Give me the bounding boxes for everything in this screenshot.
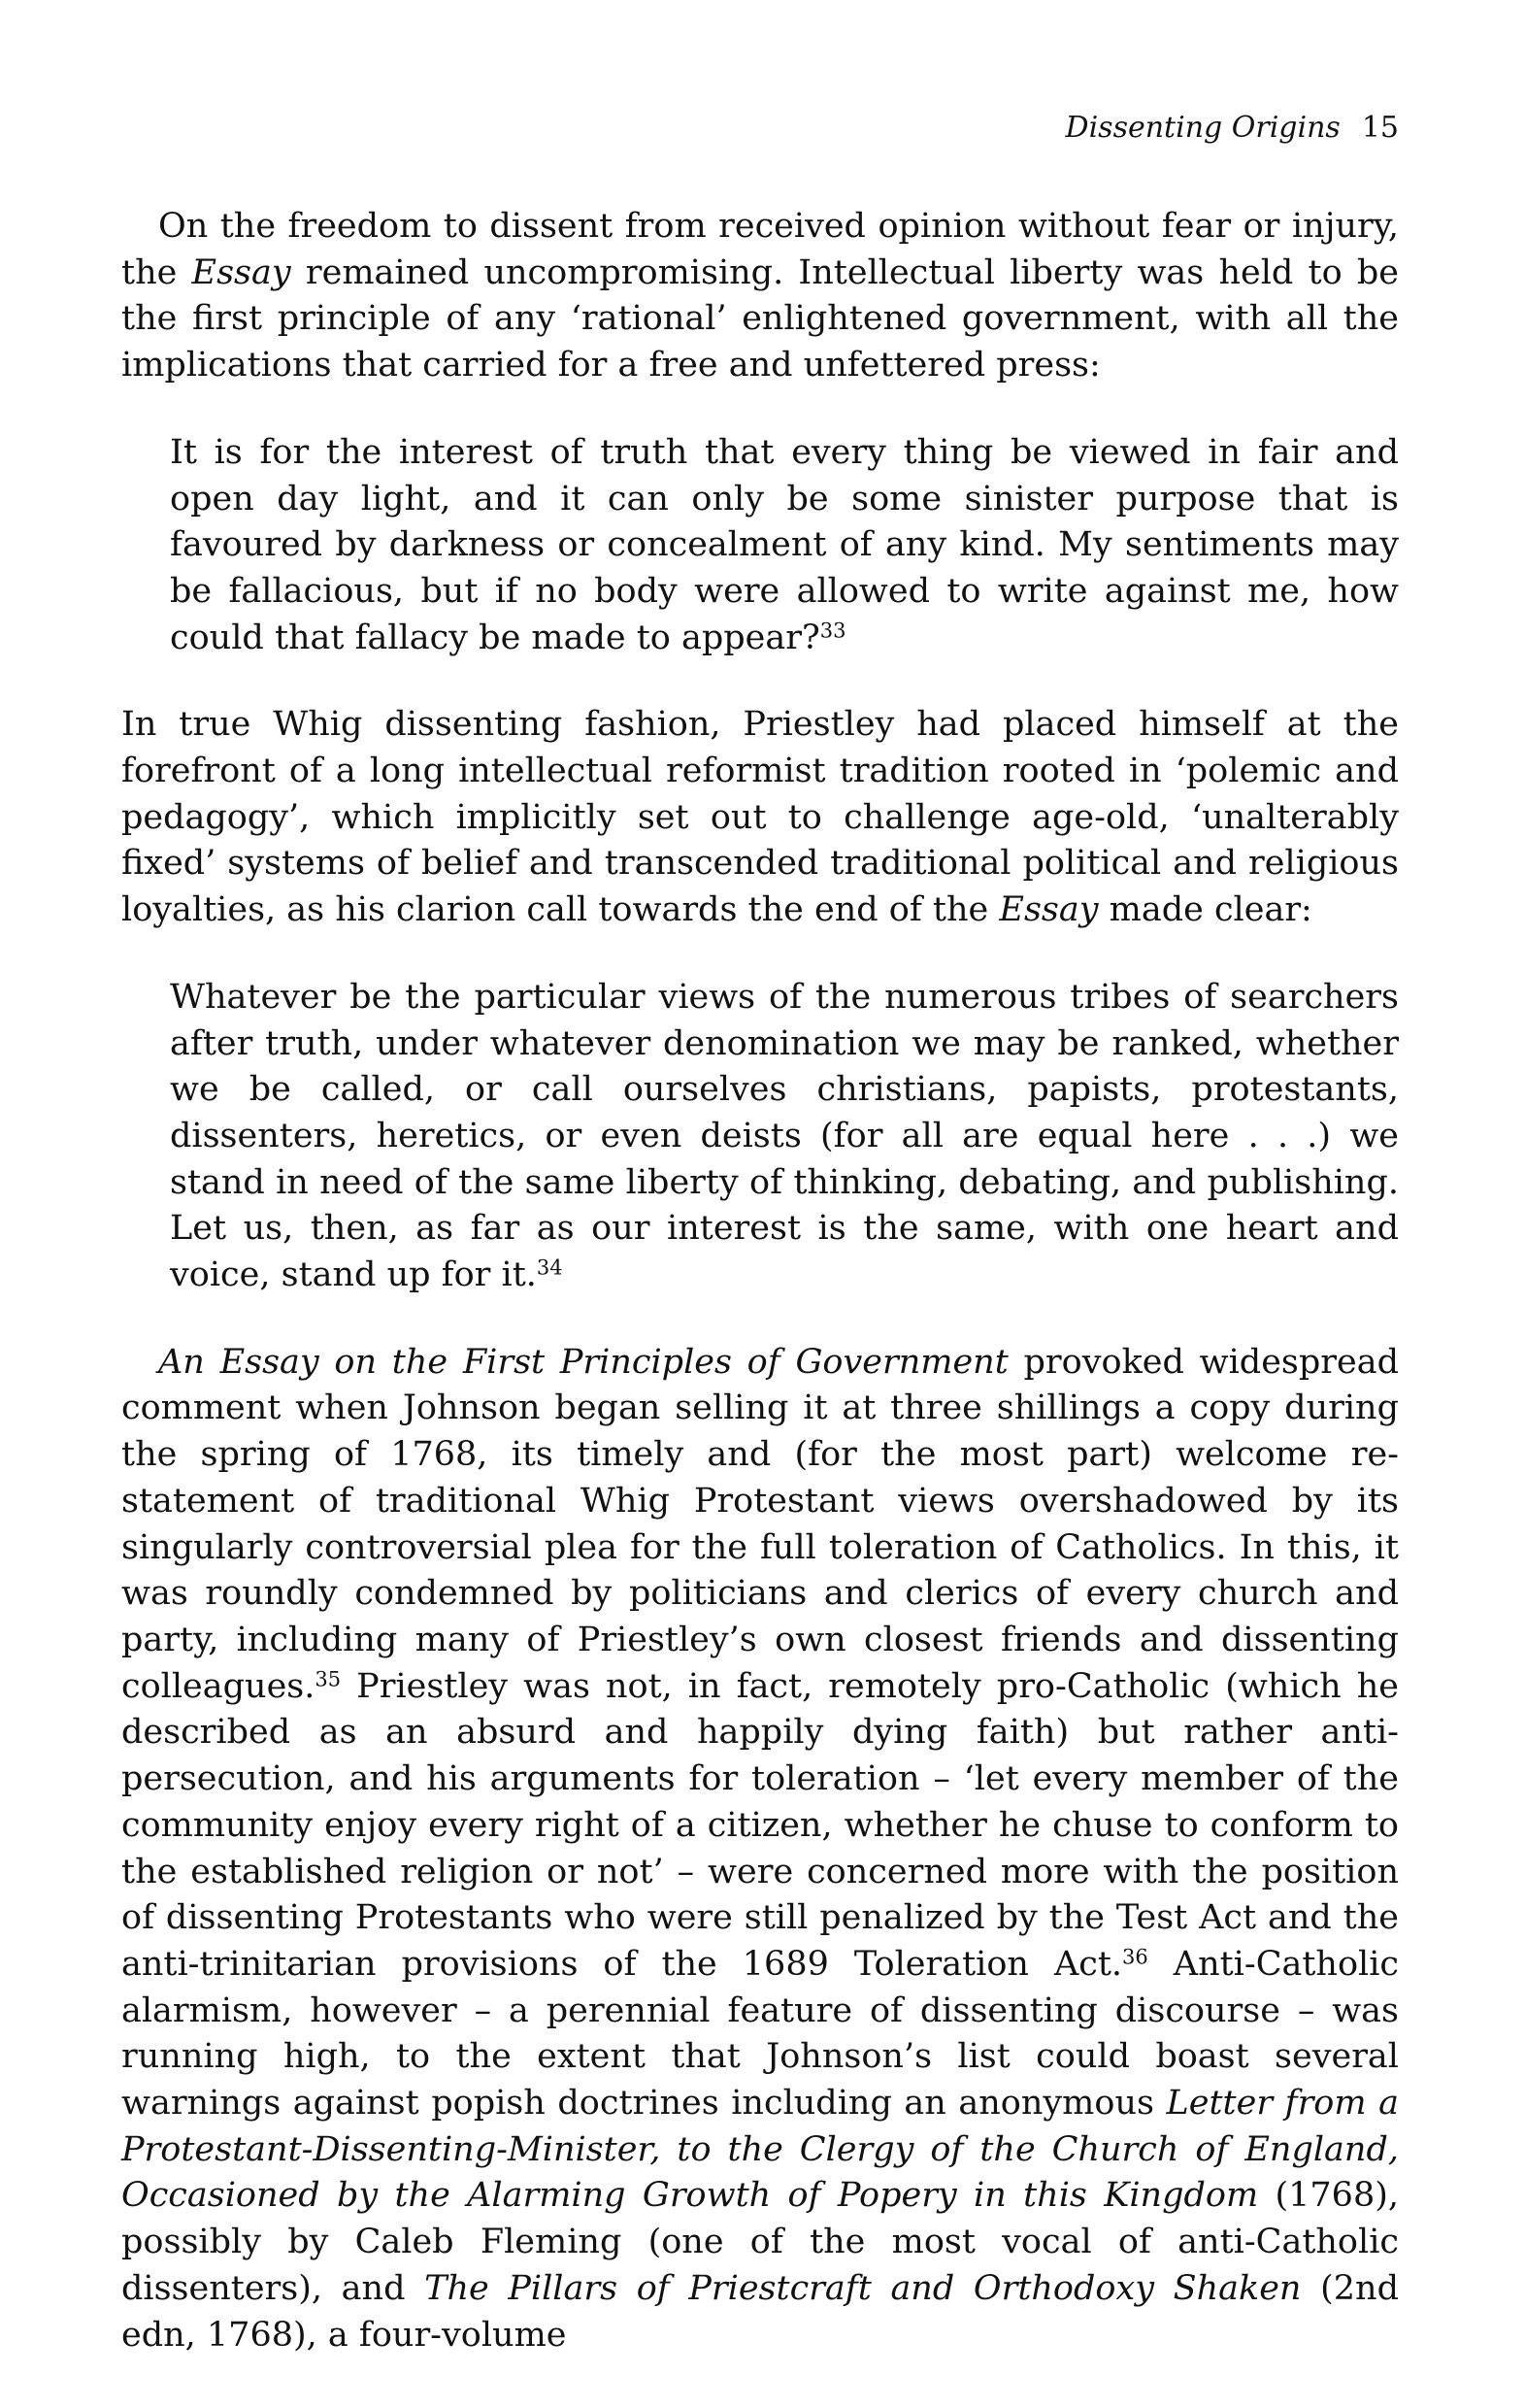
footnote-ref-33: 33 — [819, 619, 846, 643]
p3-book-title: An Essay on the First Principles of Government — [158, 1342, 1009, 1382]
p2-text-b: made clear: — [1098, 890, 1312, 930]
p3-text-b: Priestley was not, in fact, remotely pro-Catholic (which he described as an absurd and happily dying faith) but rather anti-persecution, and his arguments for toleration – ‘let every member of the community enjoy every right of a citizen, whether he chuse to conform to the established religion or not’ – were concerned more with the position of dissenting Protestants who were still penalized by the Test Act and the anti-trinitarian provisions of the 1689 Toleration Act. — [121, 1666, 1399, 1984]
p3-text-e: (2nd edn, 1768), a four-volume — [121, 2268, 1399, 2355]
paragraph-2 — [121, 702, 1399, 934]
p3-pillars-title: The Pillars of Priestcraft and Orthodoxy Shaken — [424, 2268, 1302, 2308]
quote-2-text: Whatever be the particular views of the numerous tribes of searchers after truth, under whatever denomination we may be ranked, whether we be called, or call ourselves christians, papists, protestants, dissenters, heretics, or even deists (for all are equal here . . .) we stand in need of the same liberty of thinking, debating, and publishing. Let us, then, as far as our interest is the same, with one heart and voice, stand up for it. — [170, 977, 1399, 1295]
p2-text-a: In true Whig dissenting fashion, Priestley had placed himself at the forefront of a long intellectual reformist tradition rooted in ‘polemic and pedagogy’, which implicitly set out to challenge age-old, ‘unalterably fixed’ systems of belief and transcended traditional political and religious loyalties, as his clarion call towards the end of the — [121, 705, 1399, 930]
paragraph-1 — [121, 204, 1399, 389]
footnote-ref-36: 36 — [1122, 1945, 1148, 1969]
p1-text-a: On the freedom to dissent from received opinion without fear or injury, the — [121, 207, 1399, 292]
block-quote-1 — [170, 430, 1399, 662]
page-number: 15 — [1361, 111, 1399, 145]
paragraph-3 — [121, 1340, 1399, 2358]
running-title: Dissenting Origins — [1065, 111, 1341, 145]
quote-1-text: It is for the interest of truth that every thing be viewed in fair and open day light, and it can only be some sinister purpose that is favoured by darkness or concealment of any kind. My sentiments may be fallacious, but if no body were allowed to write against me, how could that fallacy be made to appear? — [170, 432, 1399, 657]
footnote-ref-35: 35 — [315, 1667, 342, 1691]
p2-essay-title: Essay — [999, 890, 1099, 930]
body-text — [121, 204, 1399, 2358]
p1-text-b: remained uncompromising. Intellectual liberty was held to be the first principle of any ‘rational’ enlightened government, with all the implications that carried for a free and unfettered press: — [121, 252, 1399, 385]
p3-text-d: (1768), possibly by Caleb Fleming (one of the most vocal of anti-Catholic dissenters), and — [121, 2176, 1399, 2308]
p3-text-a: provoked widespread comment when Johnson began selling it at three shillings a copy during the spring of 1768, its timely and (for the most part) welcome re-statement of traditional Whig Protestant views overshadowed by its singularly controversial plea for the full toleration of Catholics. In this, it was roundly condemned by politicians and clerics of every church and party, including many of Priestley’s own closest friends and dissenting colleagues. — [121, 1342, 1399, 1706]
p3-letter-title: Letter from a Protestant-Dissenting-Minister, to the Clergy of the Church of England, Occasioned by the Alarming Growth of Popery in this Kingdom — [121, 2084, 1399, 2216]
block-quote-2 — [170, 975, 1399, 1299]
footnote-ref-34: 34 — [536, 1255, 563, 1280]
running-header — [1066, 109, 1399, 148]
p3-text-c: Anti-Catholic alarmism, however – a perennial feature of dissenting discourse – was running high, to the extent that Johnson’s list could boast several warnings against popish doctrines including an anonymous — [121, 1944, 1400, 2124]
p1-essay-title: Essay — [191, 252, 291, 292]
